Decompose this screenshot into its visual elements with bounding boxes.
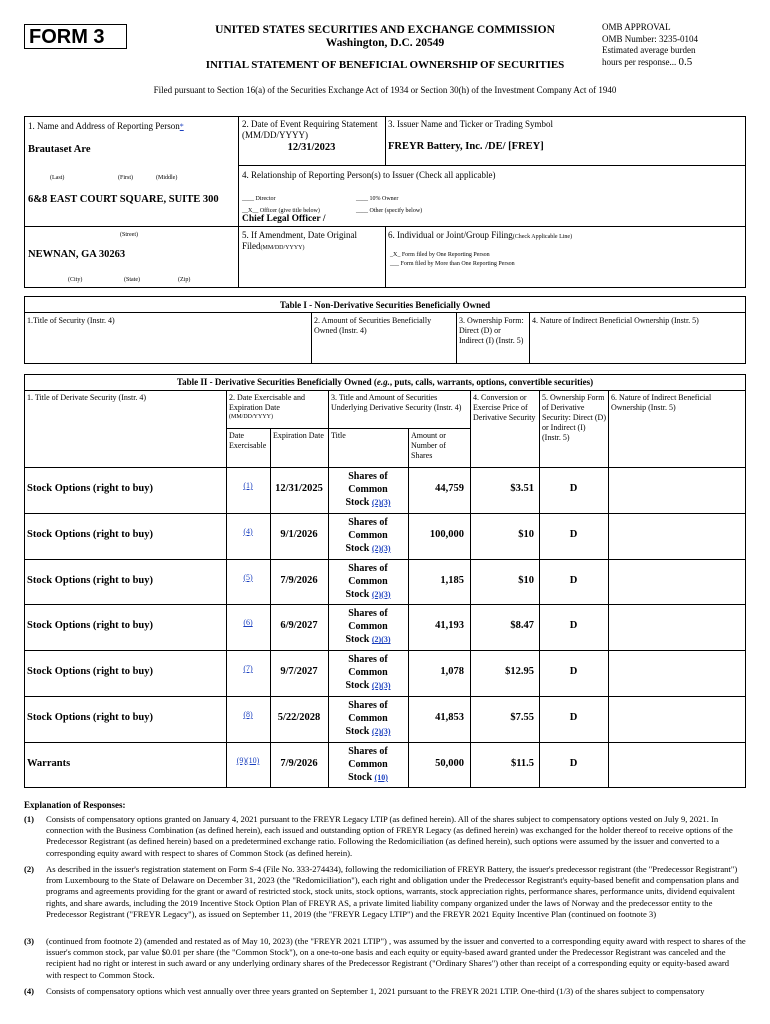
underlying-title: Shares of Common Stock $^{(2)(3)}$: [345, 608, 391, 646]
ownership-form: D: [569, 483, 578, 494]
event-date: 12/31/2023: [287, 142, 336, 153]
ownership-form: D: [569, 666, 578, 678]
expiration-date: 6/9/2027: [280, 620, 318, 632]
amount-of-shares: 50,000: [435, 757, 464, 769]
date-exercisable-link[interactable]: (6): [243, 618, 253, 628]
amount-of-shares: 44,759: [435, 483, 464, 494]
asterisk-link[interactable]: *: [179, 122, 184, 131]
table1-col2: 2. Amount of Securities Beneficially Owned (Instr. 4): [314, 316, 432, 335]
row-separator: [24, 604, 746, 605]
underlying-title: Shares of Common Stock $^{(2)(3)}$: [345, 471, 391, 508]
table1-col1: 1.Title of Security (Instr. 4): [27, 316, 115, 325]
derivative-title: Stock Options (right to buy): [27, 712, 154, 723]
derivative-title: Stock Options (right to buy): [27, 528, 154, 540]
explanation-note: [24, 864, 746, 920]
exercise-price: $7.55: [510, 712, 534, 723]
table2-col3: 3. Title and Amount of Securities Underlying Derivative Security (Instr. 4): [331, 393, 462, 412]
derivative-title: Stock Options (right to buy): [27, 666, 154, 678]
table2-col3b: Amount or Number of Shares: [411, 431, 446, 460]
table1-title: Table I - Non-Derivative Securities Beneficially Owned: [279, 300, 491, 310]
box3-label: 3. Issuer Name and Ticker or Trading Symbol: [388, 119, 553, 129]
expiration-date: 12/31/2025: [275, 483, 323, 494]
note-text: (continued from footnote 2) (amended and restated as of May 10, 2023) (the "FREYR 2021 LTIP") , was assumed by the issuer and converted to a corresponding equity award with respect to shares of the issuer's common stock, par value $0.01 per share (the "Common Stock"), on a one-to-one basis and each equity or equity-based award granted under the Predecessor Registrant was canceled and the recipient had no right or interest in such award or any underlying ordinary shares of the Predecessor Registrant ("Ordinary Shares") other than receipt of a corresponding equity or equity-based award with respect to Common Stock.: [46, 936, 746, 980]
date-exercisable-link[interactable]: (4): [243, 526, 253, 536]
note-number: (1): [24, 814, 35, 824]
table2-col4: 4. Conversion or Exercise Price of Derivative Security: [473, 393, 536, 422]
multi-person-option[interactable]: ___ Form filed by More than One Reporting Person: [390, 261, 515, 267]
last-caption: (Last): [50, 175, 65, 181]
underlying-title: Shares of Common Stock $^{(2)(3)}$: [345, 562, 391, 600]
amount-of-shares: 41,193: [435, 620, 464, 632]
form-title: INITIAL STATEMENT OF BENEFICIAL OWNERSHIP OF SECURITIES: [205, 59, 565, 71]
derivative-title: Stock Options (right to buy): [27, 574, 154, 586]
exercise-price: $3.51: [510, 483, 534, 494]
director-option[interactable]: ____ Director: [242, 196, 276, 202]
street-caption: (Street): [120, 232, 138, 238]
table2-title: Table II - Derivative Securities Beneficially Owned (e.g., puts, calls, warrants, options, convertible securities): [176, 377, 594, 387]
expiration-date: 5/22/2028: [277, 712, 321, 723]
zip-caption: (Zip): [178, 277, 191, 283]
amount-of-shares: 41,853: [435, 712, 464, 723]
city-caption: (City): [68, 277, 83, 283]
row-separator: [24, 559, 746, 560]
box5-label: 5. If Amendment, Date Original Filed(MM/DD/YYYY): [242, 230, 357, 251]
date-exercisable-link[interactable]: (1): [243, 481, 253, 490]
ownership-form: D: [569, 528, 578, 540]
burden-line1: Estimated average burden: [602, 45, 696, 55]
underlying-title: Shares of Common Stock $^{(2)(3)}$: [345, 700, 391, 737]
underlying-title: Shares of Common Stock $^{(2)(3)}$: [345, 654, 391, 692]
omb-number: OMB Number: 3235-0104: [602, 33, 698, 44]
explanation-note: [24, 986, 746, 997]
derivative-title: Warrants: [27, 757, 71, 769]
expiration-date: 7/9/2026: [280, 574, 318, 586]
table2-col6: 6. Nature of Indirect Beneficial Ownership (Instr. 5): [611, 393, 712, 412]
date-exercisable-link[interactable]: (7): [243, 664, 253, 674]
note-text: Consists of compensatory options granted on January 4, 2021 pursuant to the FREYR Legacy LTIP (as defined herein). All of the shares subject to compensatory options vested on July 9, 2021. In connection with the Business Combination (as defined herein), each issued and outstanding option of FREYR Legacy (as defined herein) was exchanged for the holder thereof to receive options of the Predecessor Registrant (as defined herein) based on a predetermined exchange ratio. Following the Redomiciliation (as defined herein), such options were assumed by the issuer and converted to a corresponding equity award with respect to shares of Common Stock (as defined herein).: [46, 814, 733, 858]
state-caption: (State): [124, 277, 140, 283]
ownership-form: D: [569, 620, 578, 632]
explanation-heading: Explanation of Responses:: [24, 800, 126, 810]
note-text: Consists of compensatory options which vest annually over three years granted on September 1, 2021 pursuant to the FREYR 2021 LTIP. One-third (1/3) of the shares subject to compensatory: [46, 986, 705, 996]
ten-pct-owner-option[interactable]: ____ 10% Owner: [356, 196, 399, 202]
row-separator: [24, 650, 746, 651]
expiration-date: 9/1/2026: [280, 528, 318, 540]
box6-label: 6. Individual or Joint/Group Filing(Check Applicable Line): [388, 230, 573, 240]
expiration-date: 7/9/2026: [280, 757, 318, 769]
table1-col3: 3. Ownership Form: Direct (D) or Indirect (I) (Instr. 5): [459, 316, 524, 345]
footnote-link[interactable]: (2)(3): [371, 635, 391, 645]
box2-label: 2. Date of Event Requiring Statement (MM/DD/YYYY): [242, 119, 378, 140]
table2-col1: 1. Title of Derivate Security (Instr. 4): [27, 393, 147, 402]
footnote-link[interactable]: (2)(3): [371, 543, 391, 553]
table2-col2b: Expiration Date: [273, 431, 324, 440]
table2-col2: 2. Date Exercisable and Expiration Date (MM/DD/YYYY): [229, 393, 305, 420]
table2-col5: 5. Ownership Form of Derivative Security: Direct (D) or Indirect (I) (Instr. 5): [542, 393, 606, 442]
ownership-form: D: [569, 712, 578, 723]
omb-approval: OMB APPROVAL: [602, 22, 671, 32]
burden-line2: hours per response...: [602, 56, 677, 67]
footnote-link[interactable]: (2)(3): [371, 498, 391, 507]
officer-title: Chief Legal Officer /: [242, 214, 326, 224]
burden-value: 0.5: [678, 55, 693, 68]
exercise-price: $10: [518, 528, 534, 540]
exercise-price: $12.95: [505, 666, 534, 678]
omb-approval-block: [602, 22, 752, 68]
underlying-title: Shares of Common Stock $^{(2)(3)}$: [345, 516, 391, 554]
officer-option[interactable]: __X__ Officer (give title below): [242, 208, 320, 214]
note-text: As described in the issuer's registration statement on Form S-4 (File No. 333-274434), following the redomiciliation of FREYR Battery, the issuer's predecessor registrant (the "Predecessor Registrant") from Luxembourg to the State of Delaware on December 31, 2023 (the "Redomiciliation"), each right and obligation under the Predecessor Registrant's equity-based benefit and compensation plans and programs and agreements providing for the grant or award of restricted stock, stock units, stock options, warrants, stock appreciation rights, performance shares, performance units, dividend equivalent rights, and share awards, including the 2019 Incentive Stock Option Plan of FREYR AS, a private limited liability company organized under the laws of Norway and the predecessor entity to the Predecessor Registrant ("FREYR Legacy"), as issued on September 11, 2019 (the "FREYR Legacy LTIP") and the FREYR 2021 Equity Incentive Plan (continued on footnote 3): [46, 864, 739, 919]
agency-line2: Washington, D.C. 20549: [325, 37, 445, 49]
table2-col3a: Title: [331, 431, 346, 440]
row-separator: [24, 742, 746, 743]
row-separator: [24, 467, 746, 468]
footnote-link[interactable]: (10): [374, 772, 388, 782]
expiration-date: 9/7/2027: [280, 666, 318, 678]
amount-of-shares: 1,185: [440, 574, 464, 586]
date-exercisable-link[interactable]: (8): [243, 710, 253, 719]
note-number: (4): [24, 986, 35, 996]
row-separator: [24, 513, 746, 514]
box4-label: 4. Relationship of Reporting Person(s) to Issuer (Check all applicable): [242, 170, 496, 180]
middle-caption: (Middle): [156, 175, 178, 181]
other-option[interactable]: ____ Other (specify below): [356, 208, 423, 214]
one-person-option[interactable]: _X_ Form filed by One Reporting Person: [390, 252, 490, 258]
amount-of-shares: 1,078: [440, 666, 464, 678]
table1-col4: 4. Nature of Indirect Beneficial Ownership (Instr. 5): [532, 316, 699, 325]
agency-line1: UNITED STATES SECURITIES AND EXCHANGE COMMISSION: [215, 24, 555, 36]
footnote-link[interactable]: (2)(3): [371, 681, 391, 691]
issuer-name: FREYR Battery, Inc. /DE/ [FREY]: [388, 141, 544, 152]
city-state-zip: NEWNAN, GA 30263: [28, 249, 126, 260]
box1-label: 1. Name and Address of Reporting Person*: [28, 121, 184, 131]
table2-col2a: Date Exercisable: [229, 431, 267, 450]
reporting-person-name: Brautaset Are: [28, 144, 91, 155]
footnote-link[interactable]: (2)(3): [371, 589, 391, 599]
date-exercisable-link[interactable]: (5): [243, 572, 253, 582]
underlying-title: Shares of Common Stock $^{(10)}$: [348, 745, 388, 783]
street-address: 6&8 EAST COURT SQUARE, SUITE 300: [28, 194, 219, 205]
note-number: (2): [24, 864, 35, 874]
agency-header: [180, 24, 590, 50]
explanation-note: [24, 814, 746, 859]
explanation-note: [24, 936, 746, 981]
footnote-link[interactable]: (2)(3): [371, 727, 391, 736]
ownership-form: D: [569, 574, 578, 586]
amount-of-shares: 100,000: [429, 528, 464, 540]
filed-pursuant: Filed pursuant to Section 16(a) of the Securities Exchange Act of 1934 or Section 30(h) of the Investment Company Act of 1940: [153, 85, 617, 95]
exercise-price: $11.5: [510, 757, 534, 769]
exercise-price: $10: [518, 574, 534, 586]
derivative-title: Stock Options (right to buy): [27, 620, 154, 632]
row-separator: [24, 696, 746, 697]
exercise-price: $8.47: [510, 620, 534, 632]
note-number: (3): [24, 936, 35, 946]
date-exercisable-link[interactable]: (9)(10): [236, 755, 260, 765]
ownership-form: D: [569, 757, 578, 769]
form-label: FORM 3: [24, 24, 127, 49]
derivative-title: Stock Options (right to buy): [27, 483, 154, 494]
first-caption: (First): [118, 175, 133, 181]
